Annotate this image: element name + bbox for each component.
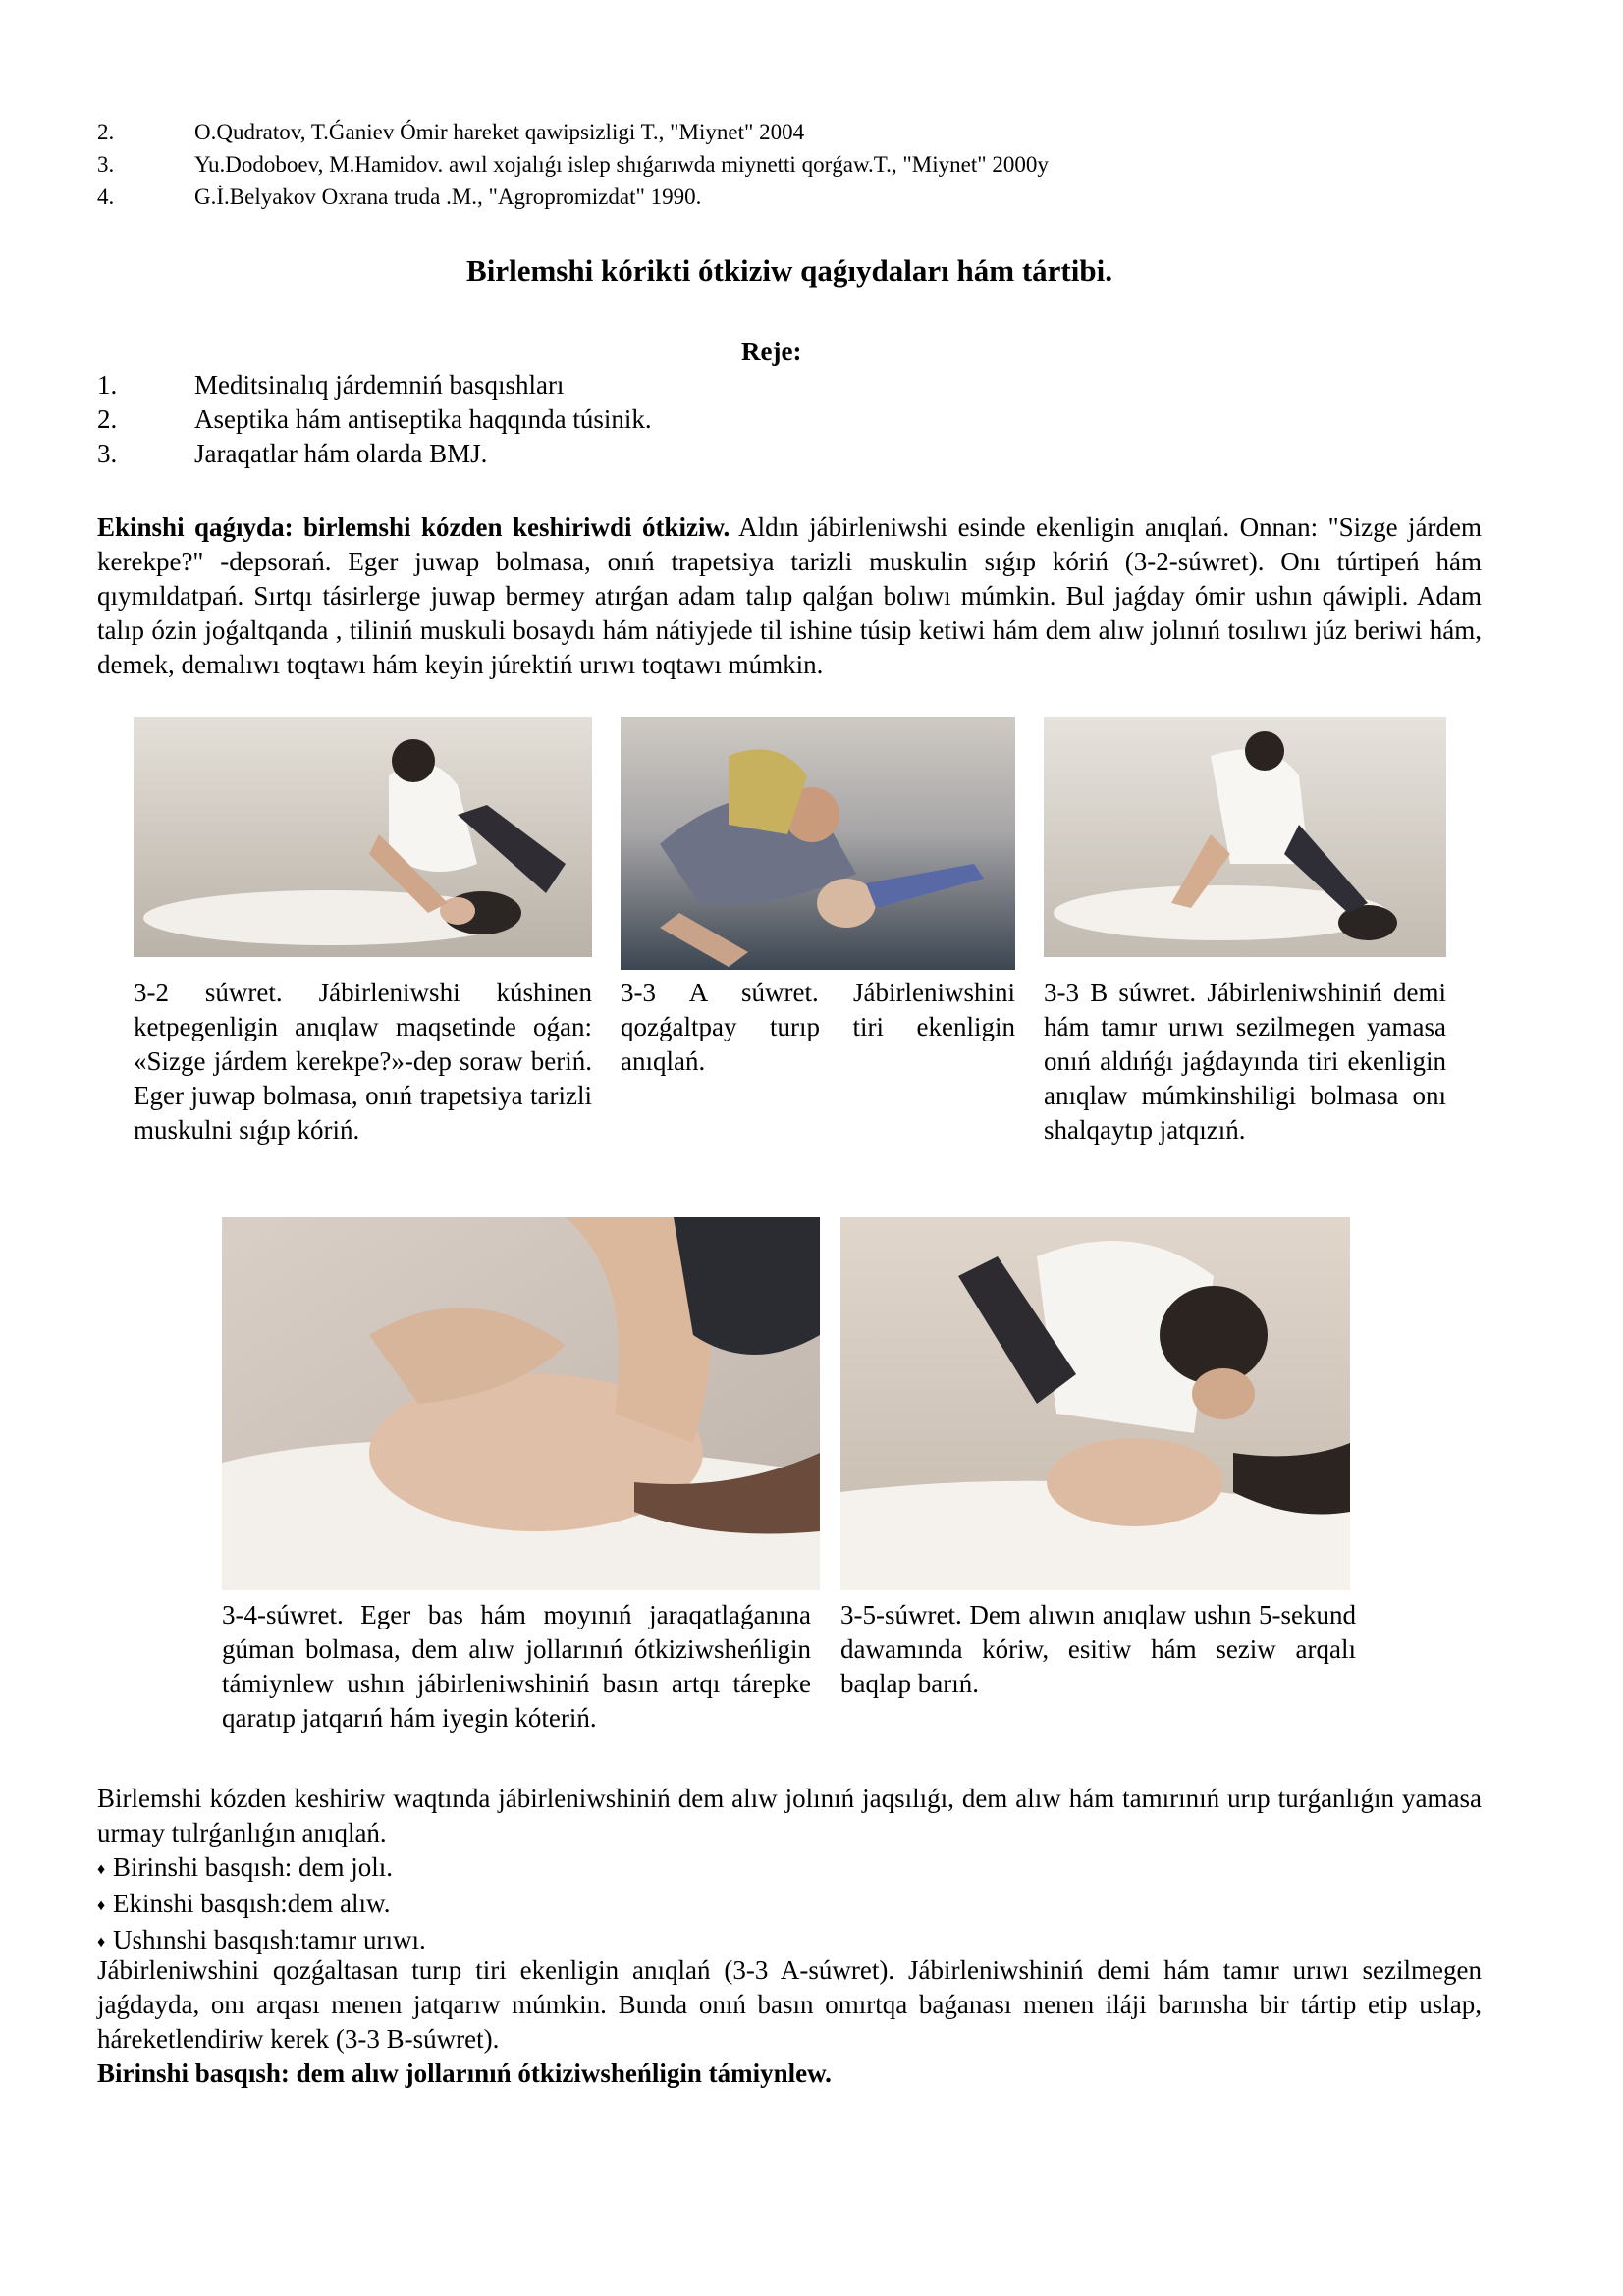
intro-paragraph — [97, 510, 1482, 682]
photo-3-5 — [840, 1217, 1350, 1590]
stage-item-text: Birinshi basqısh: dem jolı. — [113, 1852, 394, 1882]
plan-item-text: Jaraqatlar hám olarda BMJ. — [194, 439, 488, 468]
photo-3-3-b — [1044, 717, 1446, 957]
reference-text: Yu.Dodoboev, M.Hamidov. awıl xojalıǵı islep shıǵarıwda miynetti qorǵaw.T., "Miynet" 2000y — [194, 152, 1049, 177]
plan-list — [97, 368, 1491, 471]
section-title: Birlemshi kórikti ótkiziw qaǵıydaları hám tártibi. — [466, 253, 1112, 288]
stage-item — [97, 1887, 1482, 1923]
reference-item — [97, 148, 1491, 181]
caption-3-3-a: 3-3 A súwret. Jábirleniwshini qozǵaltpay turıp tiri ekenligin anıqlań. — [621, 978, 1015, 1076]
stage-list — [97, 1850, 1482, 1959]
intro-paragraph-bold: Ekinshi qaǵıyda: birlemshi kózden keshiriwdi ótkiziw. — [97, 512, 730, 542]
photo-3-4 — [222, 1217, 820, 1590]
caption-3-3-b: 3-3 B súwret. Jábirleniwshiniń demi hám tamır urıwı sezilmegen yamasa onıń aldıńǵı jaǵdayında tiri ekenligin anıqlaw múmkinshiligi bolmasa onı shalqaytıp jatqızıń. — [1044, 978, 1446, 1145]
reference-item — [97, 181, 1491, 213]
plan-item-number: 2. — [97, 404, 118, 434]
plan-item-number: 1. — [97, 370, 118, 400]
reference-list — [97, 116, 1491, 213]
stage-item-text: Ekinshi basqısh:dem alıw. — [113, 1889, 391, 1918]
intro-paragraph-text: Aldın jábirleniwshi esinde ekenligin anıqlań. Onnan: "Sizge járdem kerekpe?" -depsorań. Eger juwap bolmasa, onıń trapetsiya tarizli muskulin sıǵıp kóriń (3-2-súwret). Onı túrtipeń hám qıymıldatpań. Sırtqı tásirlerge juwap bermey atırǵan adam talıp qalǵan bolıwı múmkin. Bul jaǵday ómir ushın qáwipli. Adam talıp ózin joǵaltqanda , tiliniń muskuli bosaydı hám nátiyjede til ishine túsip ketiwi hám dem alıw jolınıń tosılıwı júz beriwi hám, demek, demalıwı toqtawı hám keyin júrektiń urıwı toqtawı múmkin. — [97, 512, 1483, 679]
plan-item — [97, 437, 1491, 471]
plan-heading: Reje: — [741, 337, 802, 366]
reference-item — [97, 116, 1491, 148]
plan-item — [97, 402, 1491, 437]
caption-3-5: 3-5-súwret. Dem alıwın anıqlaw ushın 5-sekund dawamında kóriw, esitiw hám seziw arqalı baqlap barıń. — [840, 1600, 1356, 1698]
plan-item-number: 3. — [97, 439, 118, 468]
plan-item-text: Meditsinalıq járdemniń basqıshları — [194, 370, 565, 400]
plan-item-text: Aseptika hám antiseptika haqqında túsinik. — [194, 404, 652, 434]
body-paragraph-2: Birlemshi kózden keshiriw waqtında jábirleniwshiniń dem alıw jolınıń jaqsılıǵı, dem alıw hám tamırınıń urıp turǵanlıǵın yamasa urmay tulrǵanlıǵın anıqlań. — [97, 1784, 1482, 1847]
reference-text: O.Qudratov, T.Ǵaniev Ómir hareket qawipsizligi T., "Miynet" 2004 — [194, 120, 805, 144]
diamond-bullet-icon: ♦ — [97, 1861, 106, 1878]
plan-item — [97, 368, 1491, 402]
diamond-bullet-icon: ♦ — [97, 1897, 106, 1914]
reference-text: G.İ.Belyakov Oxrana truda .M., "Agropromizdat" 1990. — [194, 185, 702, 209]
body-paragraph-3: Jábirleniwshini qozǵaltasan turıp tiri ekenligin anıqlań (3-3 A-súwret). Jábirleniwshiniń demi hám tamır urıwı sezilmegen jaǵdayda, onı arqası menen jatqarıw múmkin. Bunda onıń basın omırtqa baǵanası menen iláji barınsha bir tártip etip uslap, háreketlendiriw kerek (3-3 B-súwret). — [97, 1955, 1482, 2054]
caption-3-4: 3-4-súwret. Eger bas hám moyınıń jaraqatlaǵanına gúman bolmasa, dem alıw jollarınıń ótkiziwsheńligin támiynlew ushın jábirleniwshiniń basın artqı tárepke qaratıp jatqarıń hám iyegin kóteriń. — [222, 1600, 811, 1733]
photo-3-2 — [134, 717, 592, 957]
stage-item-text: Ushınshi basqısh:tamır urıwı. — [113, 1925, 426, 1954]
stage-item — [97, 1850, 1482, 1887]
reference-number: 2. — [97, 120, 115, 144]
reference-number: 4. — [97, 185, 115, 209]
caption-3-2: 3-2 súwret. Jábirleniwshi kúshinen ketpegenligin anıqlaw maqsetinde oǵan: «Sizge járdem kerekpe?»-dep soraw beriń. Eger juwap bolmasa, onıń trapetsiya tarizli muskulni sıǵıp kóriń. — [134, 978, 592, 1145]
photo-3-3-a — [621, 717, 1015, 970]
reference-number: 3. — [97, 152, 115, 177]
subsection-heading: Birinshi basqısh: dem alıw jollarınıń ótkiziwsheńligin támiynlew. — [97, 2058, 832, 2088]
diamond-bullet-icon: ♦ — [97, 1934, 106, 1950]
